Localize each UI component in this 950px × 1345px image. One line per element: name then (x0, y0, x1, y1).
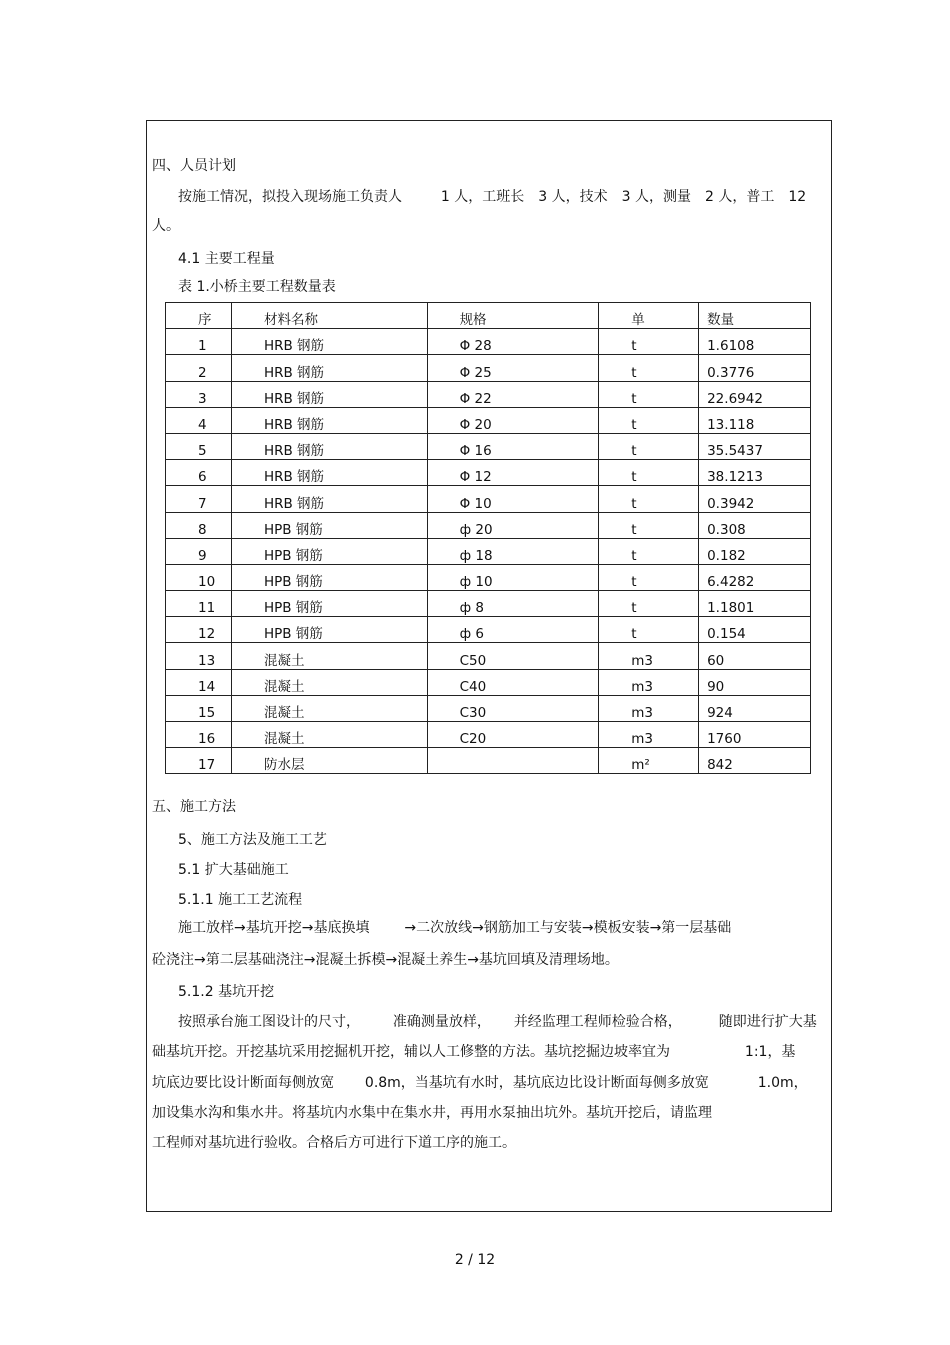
subsection-5-1-1-heading: 5.1.1 施工工艺流程 (178, 892, 303, 908)
table-row (166, 643, 811, 669)
cell-material: HRB 钢筋 (231, 433, 427, 459)
cell-spec: C50 (427, 643, 599, 669)
cell-quantity: 35.5437 (699, 433, 811, 459)
cell-unit: m3 (599, 643, 699, 669)
table-row (166, 669, 811, 695)
cell-unit: t (599, 564, 699, 590)
cell-material: 防水层 (231, 748, 427, 774)
cell-material: HPB 钢筋 (231, 564, 427, 590)
excavation-line-2 (152, 1042, 795, 1062)
excavation-text-a3: 并经监理工程师检验合格， (513, 1014, 682, 1030)
table-row (166, 748, 811, 774)
table-row (166, 722, 811, 748)
cell-unit: t (599, 433, 699, 459)
header-index: 序 (166, 303, 232, 329)
cell-spec: ф 18 (427, 538, 599, 564)
cell-index: 1 (166, 329, 232, 355)
cell-index: 9 (166, 538, 232, 564)
cell-spec: ф 6 (427, 617, 599, 643)
excavation-line-5: 工程师对基坑进行验收。合格后方可进行下道工序的施工。 (152, 1135, 516, 1151)
cell-material: 混凝土 (231, 695, 427, 721)
cell-unit: t (599, 486, 699, 512)
cell-unit: t (599, 512, 699, 538)
excavation-text-b1: 础基坑开挖。开挖基坑采用挖掘机开挖，辅以人工修整的方法。基坑挖掘边坡率宜为 (152, 1044, 670, 1060)
cell-index: 3 (166, 381, 232, 407)
cell-unit: m3 (599, 722, 699, 748)
table-body (166, 329, 811, 774)
cell-unit: t (599, 329, 699, 355)
staff-plan-line-1 (178, 187, 806, 207)
cell-material: HPB 钢筋 (231, 512, 427, 538)
excavation-text-c3: 1.0m， (757, 1075, 808, 1091)
header-material: 材料名称 (231, 303, 427, 329)
cell-index: 7 (166, 486, 232, 512)
cell-unit: t (599, 538, 699, 564)
section-5-heading: 五、施工方法 (152, 799, 236, 815)
excavation-line-4: 加设集水沟和集水井。将基坑内水集中在集水井，再用水泵抽出坑外。基坑开挖后，请监理 (152, 1105, 712, 1121)
table-row (166, 564, 811, 590)
excavation-line-3 (152, 1073, 808, 1093)
cell-index: 14 (166, 669, 232, 695)
table-row (166, 433, 811, 459)
excavation-text-b2: 1:1，基 (744, 1044, 796, 1060)
cell-material: HRB 钢筋 (231, 460, 427, 486)
section-4-heading: 四、人员计划 (152, 158, 236, 174)
cell-quantity: 0.182 (699, 538, 811, 564)
cell-quantity: 0.3776 (699, 355, 811, 381)
cell-spec: Φ 20 (427, 407, 599, 433)
cell-spec: C30 (427, 695, 599, 721)
cell-index: 11 (166, 591, 232, 617)
cell-unit: m² (599, 748, 699, 774)
cell-quantity: 924 (699, 695, 811, 721)
cell-material: 混凝土 (231, 669, 427, 695)
table-row (166, 355, 811, 381)
cell-quantity: 0.154 (699, 617, 811, 643)
process-flow-line-1 (178, 918, 731, 938)
cell-index: 2 (166, 355, 232, 381)
cell-material: HRB 钢筋 (231, 486, 427, 512)
cell-index: 12 (166, 617, 232, 643)
excavation-text-c2: 0.8m，当基坑有水时，基坑底边比设计断面每侧多放宽 (364, 1075, 709, 1091)
cell-quantity: 1760 (699, 722, 811, 748)
cell-spec: Φ 22 (427, 381, 599, 407)
cell-quantity: 0.3942 (699, 486, 811, 512)
cell-material: HPB 钢筋 (231, 591, 427, 617)
cell-quantity: 842 (699, 748, 811, 774)
cell-spec: Φ 16 (427, 433, 599, 459)
cell-quantity: 6.4282 (699, 564, 811, 590)
header-spec: 规格 (427, 303, 599, 329)
table-row (166, 407, 811, 433)
cell-material: HRB 钢筋 (231, 355, 427, 381)
cell-material: 混凝土 (231, 722, 427, 748)
cell-index: 4 (166, 407, 232, 433)
excavation-text-a1: 按照承台施工图设计的尺寸， (178, 1014, 360, 1030)
cell-index: 17 (166, 748, 232, 774)
cell-index: 15 (166, 695, 232, 721)
cell-material: HRB 钢筋 (231, 407, 427, 433)
cell-spec: C40 (427, 669, 599, 695)
table-row (166, 617, 811, 643)
cell-spec: ф 20 (427, 512, 599, 538)
cell-unit: t (599, 460, 699, 486)
subsection-5-1-2-heading: 5.1.2 基坑开挖 (178, 984, 275, 1000)
page-number: 2 / 12 (454, 1252, 496, 1268)
header-quantity: 数量 (699, 303, 811, 329)
table-row (166, 591, 811, 617)
cell-quantity: 0.308 (699, 512, 811, 538)
cell-spec: Φ 10 (427, 486, 599, 512)
table-header-row (166, 303, 811, 329)
cell-index: 10 (166, 564, 232, 590)
cell-unit: t (599, 381, 699, 407)
cell-unit: m3 (599, 669, 699, 695)
cell-material: 混凝土 (231, 643, 427, 669)
cell-unit: m3 (599, 695, 699, 721)
cell-index: 8 (166, 512, 232, 538)
cell-unit: t (599, 407, 699, 433)
subsection-4-1-heading: 4.1 主要工程量 (178, 251, 275, 267)
cell-spec (427, 748, 599, 774)
process-flow-part-a: 施工放样→基坑开挖→基底换填 (178, 920, 370, 936)
excavation-line-1 (178, 1012, 817, 1032)
cell-material: HRB 钢筋 (231, 329, 427, 355)
cell-spec: ф 10 (427, 564, 599, 590)
cell-index: 6 (166, 460, 232, 486)
cell-index: 16 (166, 722, 232, 748)
cell-index: 13 (166, 643, 232, 669)
cell-unit: t (599, 355, 699, 381)
subsection-5-1-heading: 5.1 扩大基础施工 (178, 862, 289, 878)
table-row (166, 538, 811, 564)
table-row (166, 460, 811, 486)
excavation-text-a4: 随即进行扩大基 (718, 1014, 817, 1030)
table-row (166, 695, 811, 721)
excavation-text-a2: 准确测量放样， (392, 1014, 491, 1030)
cell-material: HPB 钢筋 (231, 538, 427, 564)
table-row (166, 381, 811, 407)
cell-quantity: 90 (699, 669, 811, 695)
cell-spec: Φ 12 (427, 460, 599, 486)
excavation-text-c1: 坑底边要比设计断面每侧放宽 (152, 1075, 334, 1091)
cell-quantity: 22.6942 (699, 381, 811, 407)
staff-plan-text: 按施工情况，拟投入现场施工负责人 (178, 189, 402, 205)
cell-quantity: 60 (699, 643, 811, 669)
staff-plan-line-2: 人。 (152, 218, 180, 234)
cell-quantity: 38.1213 (699, 460, 811, 486)
process-flow-part-b: →二次放线→钢筋加工与安装→模板安装→第一层基础 (404, 920, 732, 936)
cell-index: 5 (166, 433, 232, 459)
cell-unit: t (599, 617, 699, 643)
cell-material: HPB 钢筋 (231, 617, 427, 643)
cell-spec: Φ 25 (427, 355, 599, 381)
subsection-5-heading: 5、施工方法及施工工艺 (178, 832, 327, 848)
table-row (166, 512, 811, 538)
cell-quantity: 13.118 (699, 407, 811, 433)
table-caption: 表 1.小桥主要工程数量表 (178, 279, 336, 295)
table-row (166, 486, 811, 512)
cell-material: HRB 钢筋 (231, 381, 427, 407)
process-flow-line-2: 砼浇注→第二层基础浇注→混凝土拆模→混凝土养生→基坑回填及清理场地。 (152, 952, 619, 968)
cell-quantity: 1.1801 (699, 591, 811, 617)
cell-quantity: 1.6108 (699, 329, 811, 355)
cell-spec: Φ 28 (427, 329, 599, 355)
cell-unit: t (599, 591, 699, 617)
quantity-table (165, 302, 811, 774)
header-unit: 单 (599, 303, 699, 329)
cell-spec: ф 8 (427, 591, 599, 617)
staff-plan-counts: 1 人，工班长 3 人，技术 3 人，测量 2 人，普工 12 (440, 189, 807, 205)
table-row (166, 329, 811, 355)
cell-spec: C20 (427, 722, 599, 748)
